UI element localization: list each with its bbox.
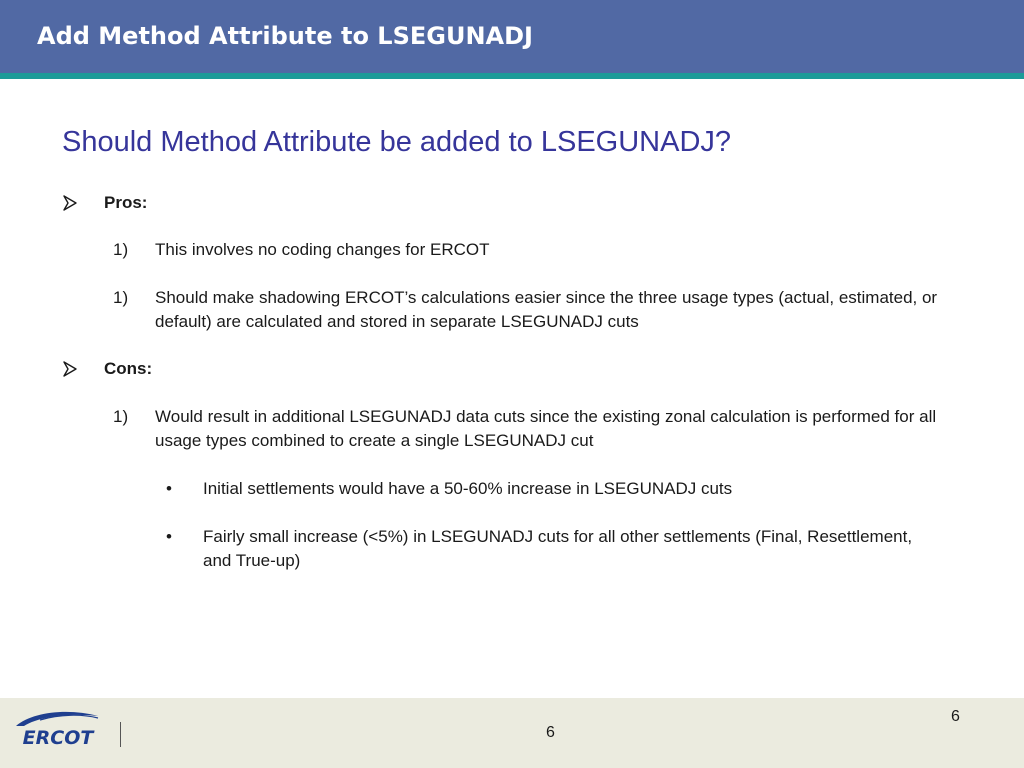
cons-item-marker: 1) — [113, 407, 129, 426]
slide-title-bar — [0, 0, 1024, 73]
cons-bullet-text: Initial settlements would have a 50-60% increase in LSEGUNADJ cuts — [203, 479, 733, 498]
cons-bullet-text: Fairly small increase (<5%) in LSEGUNADJ cuts for all other settlements (Final, Resettlement, and True-up) — [203, 527, 913, 570]
ercot-logo — [10, 706, 106, 752]
bullet-dot-icon: • — [166, 479, 172, 498]
pros-item-text: Should make shadowing ERCOT’s calculations easier since the three usage types (actual, estimated, or default) are calculated and stored in separate LSEGUNADJ cuts — [155, 288, 938, 331]
arrowhead-bullet-icon — [62, 357, 78, 381]
bullet-dot-icon: • — [166, 527, 172, 546]
slide-heading: Should Method Attribute be added to LSEGUNADJ? — [62, 126, 732, 158]
slide-page-number: 6 — [951, 708, 960, 725]
footer-page-number: 6 — [546, 724, 555, 741]
arrowhead-bullet-icon — [62, 191, 78, 215]
pros-label: Pros: — [104, 193, 148, 212]
slide-footer — [0, 698, 1024, 768]
slide-title: Add Method Attribute to LSEGUNADJ — [37, 22, 533, 50]
ercot-logo-text: ERCOT — [22, 727, 94, 749]
pros-item-marker: 1) — [113, 240, 129, 259]
footer-divider — [120, 722, 121, 747]
pros-item-marker: 1) — [113, 288, 129, 307]
cons-item-text: Would result in additional LSEGUNADJ data cuts since the existing zonal calculation is performed for all usage types combined to create a single LSEGUNADJ cut — [155, 407, 937, 450]
cons-label: Cons: — [104, 359, 153, 378]
pros-item-text: This involves no coding changes for ERCOT — [155, 240, 490, 259]
title-underline-rule — [0, 73, 1024, 79]
